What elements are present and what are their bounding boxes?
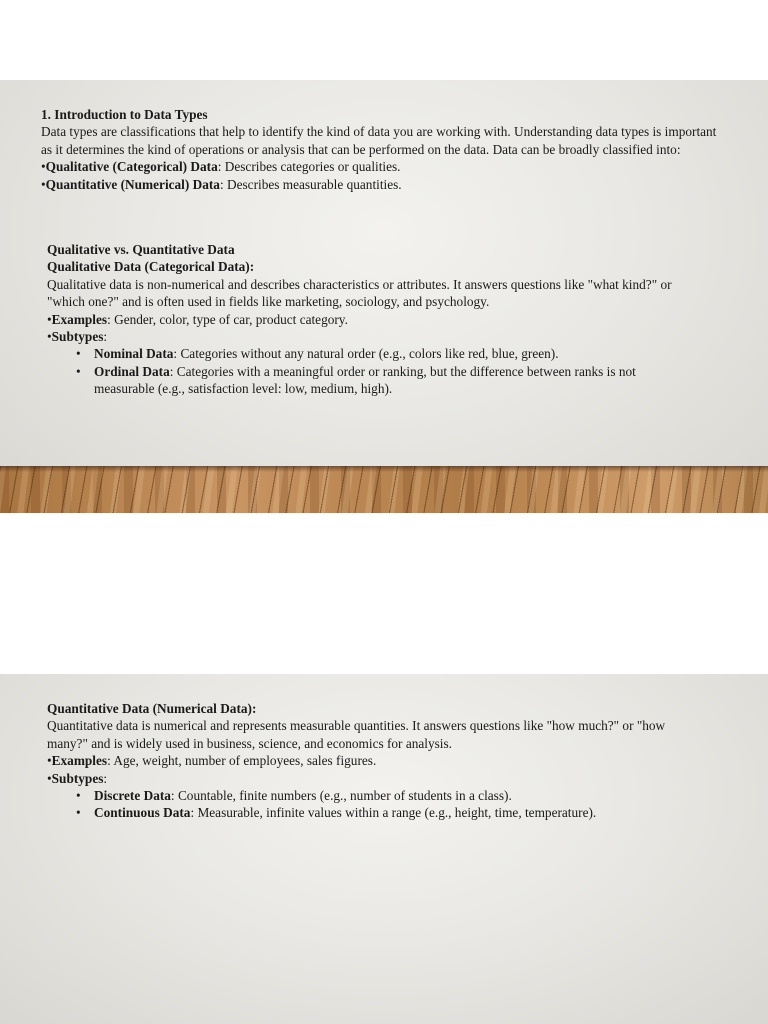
- bullet: •: [76, 805, 81, 821]
- qualitative-heading: Qualitative Data (Categorical Data):: [47, 259, 255, 275]
- bullet: •: [76, 363, 81, 379]
- item-text: : Describes categories or qualities.: [217, 159, 401, 175]
- subtypes-text: :: [103, 770, 108, 786]
- bullet: •: [47, 753, 52, 769]
- comparison-heading: Qualitative vs. Quantitative Data: [47, 242, 235, 257]
- quantitative-heading: Quantitative Data (Numerical Data):: [47, 701, 257, 716]
- subtype-label: Discrete Data: [94, 788, 171, 804]
- wood-floor-decoration: [0, 466, 768, 513]
- qualitative-subtype-list: [47, 345, 697, 397]
- examples-text: : Age, weight, number of employees, sales figures.: [107, 753, 377, 769]
- examples-label: Examples: [51, 753, 108, 769]
- intro-section: [41, 106, 721, 193]
- qualitative-examples: [47, 311, 697, 328]
- bullet: •: [76, 788, 81, 804]
- quantitative-section: [47, 700, 697, 822]
- subtype-label: Ordinal Data: [94, 363, 170, 379]
- subtypes-text: :: [103, 329, 108, 345]
- subtypes-label: Subtypes: [51, 770, 104, 786]
- subtype-text: : Categories without any natural order (e.g., colors like red, blue, green).: [173, 346, 559, 362]
- subtype-continuous: [47, 804, 697, 821]
- intro-item-quantitative: [41, 176, 721, 193]
- item-label: Quantitative (Numerical) Data: [45, 176, 220, 192]
- intro-heading: 1. Introduction to Data Types: [41, 107, 208, 122]
- subtype-label: Nominal Data: [94, 346, 174, 362]
- subtypes-label: Subtypes: [51, 329, 104, 345]
- slide-1: [0, 80, 768, 513]
- quantitative-examples: [47, 752, 697, 769]
- quantitative-subtype-list: [47, 787, 697, 822]
- subtype-nominal: [47, 345, 697, 362]
- qualitative-section: [47, 241, 697, 398]
- qualitative-paragraph: Qualitative data is non-numerical and describes characteristics or attributes. It answers questions like "what kind?" or "which one?" and is often used in fields like marketing, sociology, and psychology.: [47, 276, 672, 310]
- bullet: •: [47, 770, 52, 786]
- subtype-label: Continuous Data: [94, 805, 191, 821]
- subtype-discrete: [47, 787, 697, 804]
- subtype-text: : Countable, finite numbers (e.g., number of students in a class).: [170, 788, 512, 804]
- qualitative-subtypes: [47, 328, 697, 345]
- bullet: •: [47, 311, 52, 327]
- bullet: •: [47, 329, 52, 345]
- bullet: •: [41, 159, 46, 175]
- intro-item-qualitative: [41, 158, 721, 175]
- examples-text: : Gender, color, type of car, product category.: [107, 311, 348, 327]
- examples-label: Examples: [51, 311, 108, 327]
- intro-paragraph: Data types are classifications that help to identify the kind of data you are working with. Understanding data types is important as it determines the kind of operations or analysis that can be performed on the data. Data can be broadly classified into:: [41, 124, 717, 157]
- item-text: : Describes measurable quantities.: [219, 176, 402, 192]
- quantitative-subtypes: [47, 770, 697, 787]
- subtype-text: : Categories with a meaningful order or ranking, but the difference between ranks is not measurable (e.g., satisfaction level: low, medium, high).: [94, 363, 636, 397]
- subtype-text: : Measurable, infinite values within a range (e.g., height, time, temperature).: [190, 805, 597, 821]
- quantitative-paragraph: Quantitative data is numerical and represents measurable quantities. It answers questions like "how much?" or "how many?" and is widely used in business, science, and economics for analysis.: [47, 718, 666, 751]
- slide-2: [0, 674, 768, 1024]
- bullet: •: [41, 176, 46, 192]
- item-label: Qualitative (Categorical) Data: [45, 159, 218, 175]
- bullet: •: [76, 346, 81, 362]
- subtype-ordinal: [47, 363, 697, 398]
